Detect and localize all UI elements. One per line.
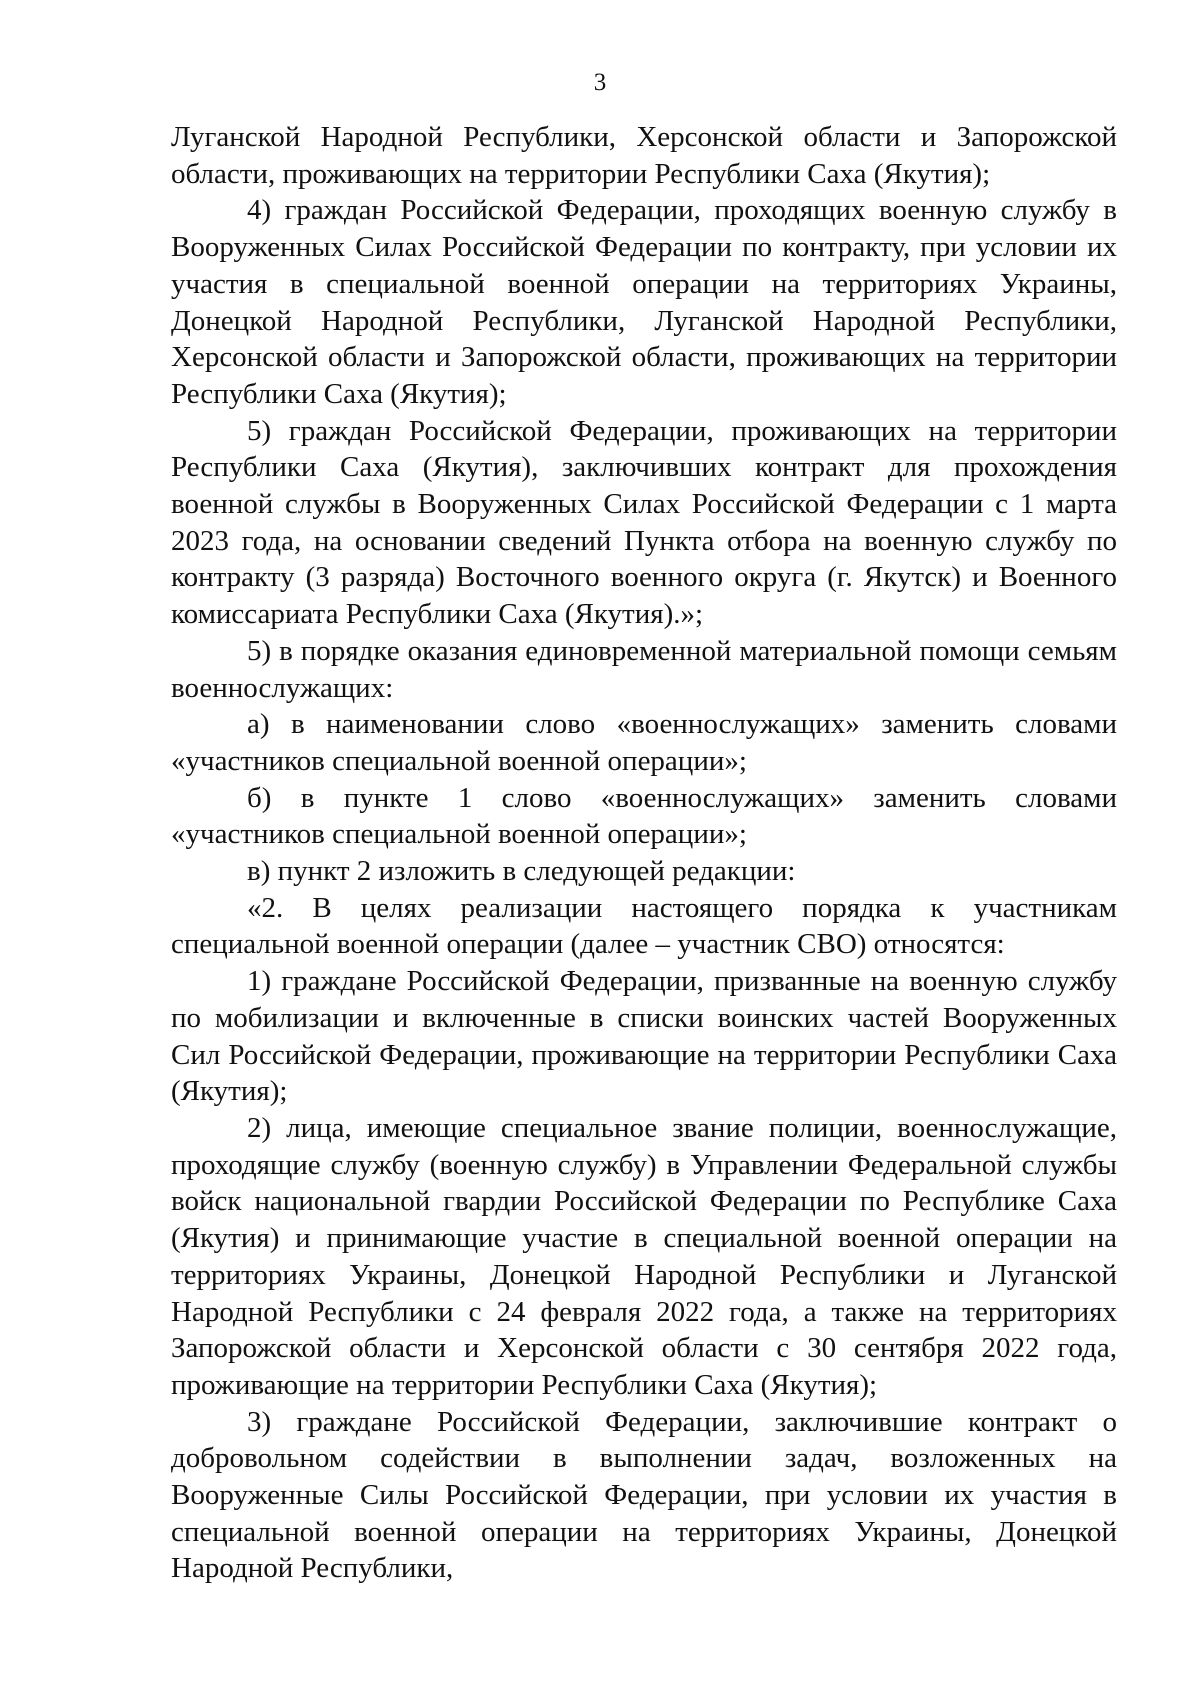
paragraph-category-3: 3) граждане Российской Федерации, заключившие контракт о добровольном содействии в выполнении задач, возложенных на Вооруженные Силы Российской Федерации, при условии их участия в специальной военной операции на территориях Украины, Донецкой Народной Республики, <box>171 1405 1117 1585</box>
paragraph-category-2: 2) лица, имеющие специальное звание полиции, военнослужащие, проходящие службу (военную службу) в Управлении Федеральной службы войск национальной гвардии Российской Федерации по Республике Саха (Якутия) и принимающие участие в специальной военной операции на территориях Украины, Донецкой Народной Республики и Луганской Народной Республики с 24 февраля 2022 года, а также на территориях Запорожской области и Херсонской области с 30 сентября 2022 года, проживающие на территории Республики Саха (Якутия); <box>171 1111 1117 1401</box>
paragraph-amendment-5: 5) в порядке оказания единовременной материальной помощи семьям военнослужащих: <box>171 634 1117 704</box>
paragraph-item-5: 5) граждан Российской Федерации, проживающих на территории Республики Саха (Якутия), заключивших контракт для прохождения военной службы в Вооруженных Силах Российской Федерации с 1 марта 2023 года, на основании сведений Пункта отбора на военную службу по контракту (3 разряда) Восточного военного округа (г. Якутск) и Военного комиссариата Республики Саха (Якутия).»; <box>171 414 1117 631</box>
paragraph-subitem-b: б) в пункте 1 слово «военнослужащих» заменить словами «участников специальной военной операции»; <box>171 781 1117 851</box>
page-number: 3 <box>593 69 607 96</box>
document-body <box>171 119 1117 1587</box>
paragraph-subitem-a: а) в наименовании слово «военнослужащих» заменить словами «участников специальной военной операции»; <box>171 708 1117 777</box>
paragraph-continuation: Луганской Народной Республики, Херсонской области и Запорожской области, проживающих на территории Республики Саха (Якутия); <box>171 121 1117 190</box>
paragraph-subitem-v: в) пункт 2 изложить в следующей редакции: <box>247 855 796 888</box>
paragraph-category-1: 1) граждане Российской Федерации, призванные на военную службу по мобилизации и включенные в списки воинских частей Вооруженных Сил Российской Федерации, проживающие на территории Республики Саха (Якутия); <box>171 965 1117 1108</box>
paragraph-item-4: 4) граждан Российской Федерации, проходящих военную службу в Вооруженных Силах Российской Федерации по контракту, при условии их участия в специальной военной операции на территориях Украины, Донецкой Народной Республики, Луганской Народной Республики, Херсонской области и Запорожской области, проживающих на территории Республики Саха (Якутия); <box>171 194 1117 410</box>
paragraph-clause-2: «2. В целях реализации настоящего порядка к участникам специальной военной операции (далее – участник СВО) относятся: <box>171 891 1117 961</box>
